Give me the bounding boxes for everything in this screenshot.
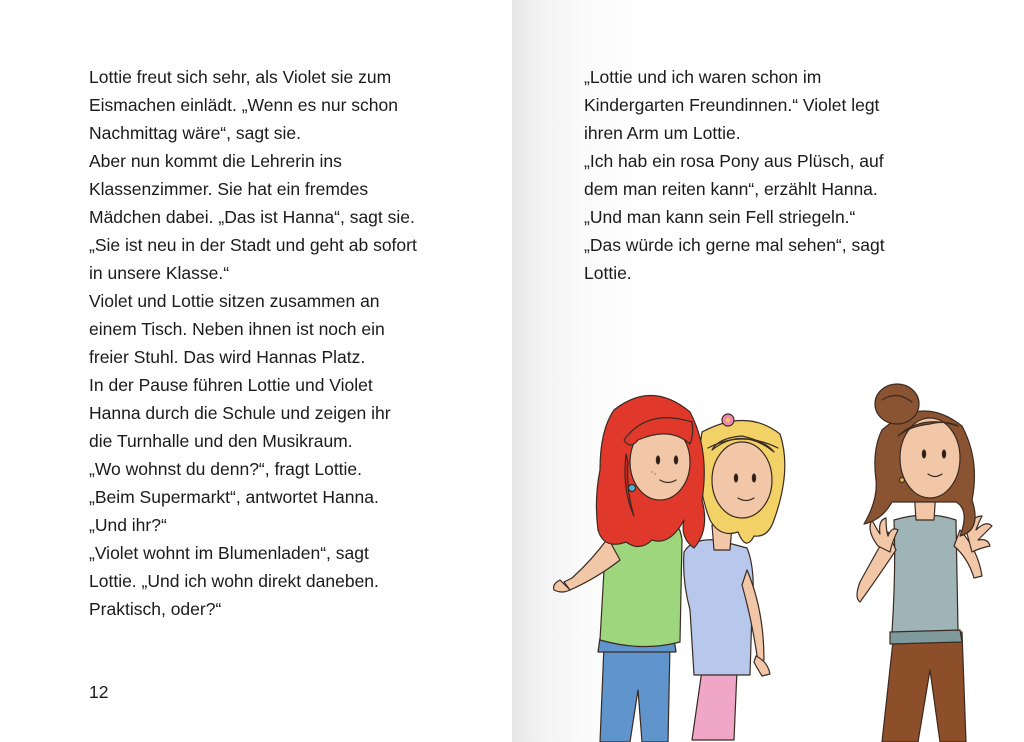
- text-line: „Das würde ich gerne mal sehen“, sagt: [584, 235, 885, 255]
- text-line: Praktisch, oder?“: [89, 599, 222, 619]
- text-line: „Ich hab ein rosa Pony aus Plüsch, auf: [584, 151, 884, 171]
- right-page: [512, 0, 1024, 742]
- text-line: Lottie. „Und ich wohn direkt daneben.: [89, 571, 379, 591]
- hanna-figure: [857, 384, 992, 742]
- text-line: die Turnhalle und den Musikraum.: [89, 431, 353, 451]
- text-line: ihren Arm um Lottie.: [584, 123, 741, 143]
- text-line: Klassenzimmer. Sie hat ein fremdes: [89, 179, 369, 199]
- text-line: dem man reiten kann“, erzählt Hanna.: [584, 179, 878, 199]
- text-line: in unsere Klasse.“: [89, 263, 230, 283]
- text-line: „Und man kann sein Fell striegeln.“: [584, 207, 856, 227]
- text-line: Nachmittag wäre“, sagt sie.: [89, 123, 302, 143]
- text-line: einem Tisch. Neben ihnen ist noch ein: [89, 319, 385, 339]
- text-line: „Lottie und ich waren schon im: [584, 67, 822, 87]
- three-girls-illustration: [542, 370, 1002, 742]
- text-line: Lottie.: [584, 263, 632, 283]
- text-line: „Violet wohnt im Blumenladen“, sagt: [89, 543, 369, 563]
- text-line: „Und ihr?“: [89, 515, 167, 535]
- violet-figure: [554, 395, 705, 742]
- text-line: In der Pause führen Lottie und Violet: [89, 375, 373, 395]
- text-line: Violet und Lottie sitzen zusammen an: [89, 291, 380, 311]
- text-line: „Sie ist neu in der Stadt und geht ab sofort: [89, 235, 417, 255]
- text-line: Mädchen dabei. „Das ist Hanna“, sagt sie.: [89, 207, 415, 227]
- text-line: freier Stuhl. Das wird Hannas Platz.: [89, 347, 366, 367]
- left-page-text: [89, 63, 469, 623]
- right-page-text: [584, 63, 964, 287]
- text-line: „Wo wohnst du denn?“, fragt Lottie.: [89, 459, 363, 479]
- text-line: Aber nun kommt die Lehrerin ins: [89, 151, 342, 171]
- text-line: Eismachen einlädt. „Wenn es nur schon: [89, 95, 399, 115]
- text-line: Kindergarten Freundinnen.“ Violet legt: [584, 95, 880, 115]
- page-number: 12: [89, 682, 109, 702]
- text-line: Lottie freut sich sehr, als Violet sie zum: [89, 67, 392, 87]
- text-line: Hanna durch die Schule und zeigen ihr: [89, 403, 391, 423]
- text-line: „Beim Supermarkt“, antwortet Hanna.: [89, 487, 379, 507]
